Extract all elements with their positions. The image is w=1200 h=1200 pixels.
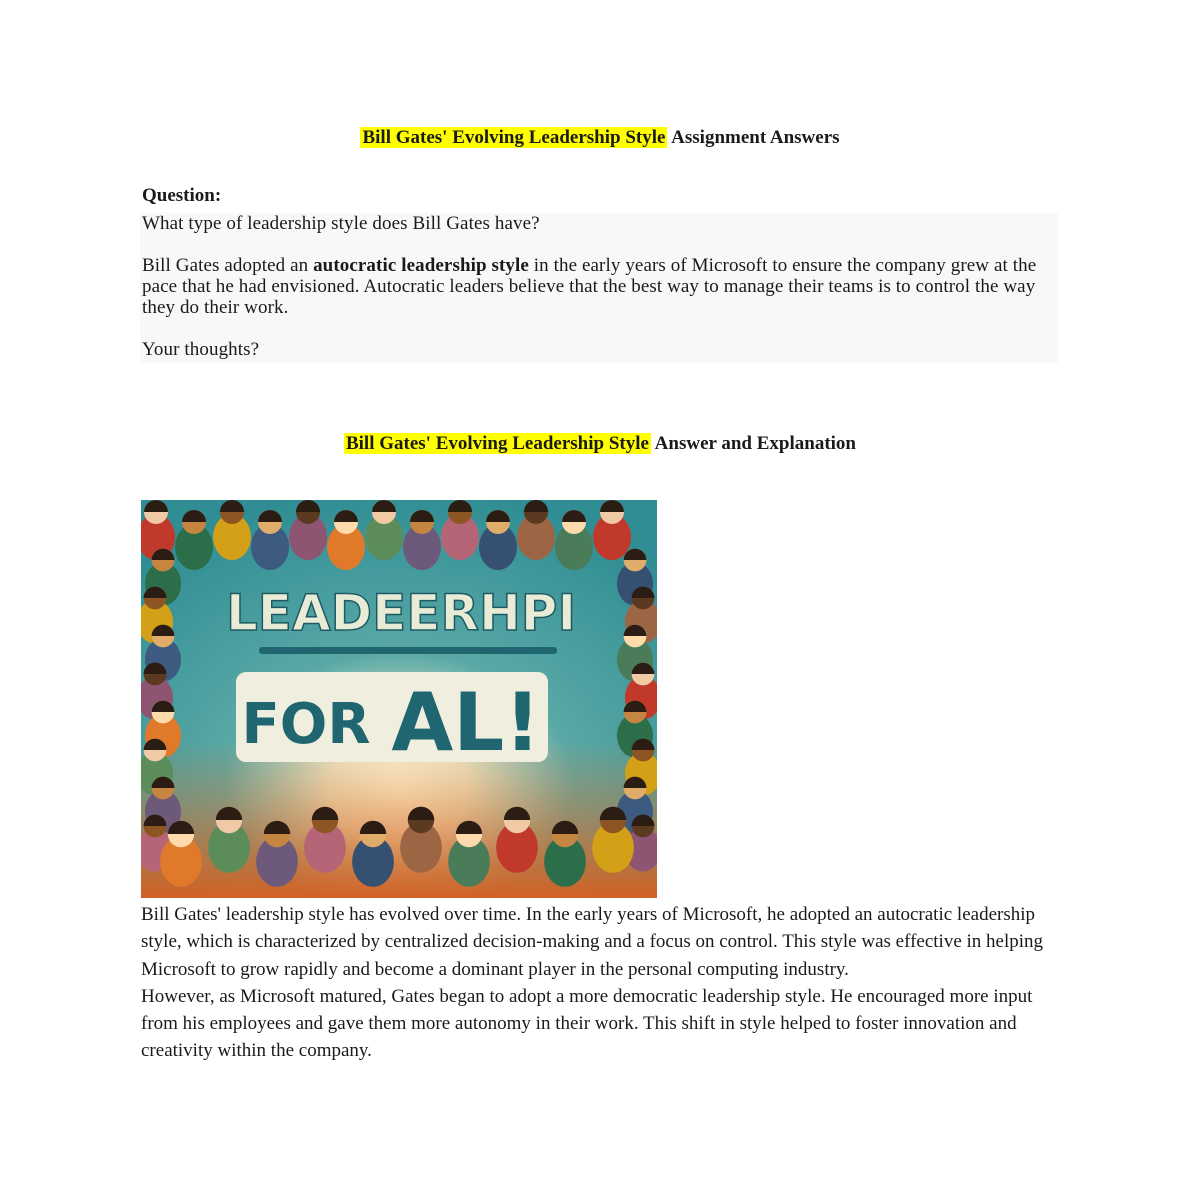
question-text: What type of leadership style does Bill Gates have? (142, 213, 540, 234)
answer-paragraph-2: However, as Microsoft matured, Gates began to adopt a more democratic leadership style. He encouraged more input from his employees and gave them more autonomy in their work. This shift in style helped to foster innovation and creativity within the company. (141, 985, 1033, 1062)
answer-paragraph-1: Bill Gates' leadership style has evolved over time. In the early years of Microsoft, he adopted an autocratic leadership style, which is characterized by centralized decision-making and a focus on control. This style was effective in helping Microsoft to grow rapidly and become a dominant player in the personal computing industry. (141, 904, 1044, 980)
illustration-al: AL! (391, 676, 541, 769)
question-label: Question: (142, 185, 222, 206)
assignment-heading (0, 126, 1200, 150)
para-text-end: in the early years of Microsoft to ensure the company grew at the pace that he had envisioned. Autocratic leaders believe that the best way to manage their teams is to control the way they do their work. (142, 255, 1037, 318)
heading-highlight: Bill Gates' Evolving Leadership Style (345, 433, 649, 454)
question-block (140, 213, 1058, 363)
illustration-svg (141, 500, 657, 898)
leadership-illustration (141, 500, 657, 898)
bold-term: autocratic leadership style (313, 255, 529, 276)
heading-rest: Answer and Explanation (650, 433, 856, 454)
heading-highlight: Bill Gates' Evolving Leadership Style (362, 127, 666, 148)
question-closing: Your thoughts? (142, 339, 260, 360)
divider-bar (259, 647, 557, 654)
illustration-title: LEADEERHPI (225, 584, 577, 642)
illustration-for: FOR (241, 692, 371, 757)
answer-heading (0, 432, 1200, 456)
answer-body (141, 901, 1071, 1065)
question-paragraph (142, 255, 1056, 318)
heading-rest: Assignment Answers (667, 127, 840, 148)
para-text-start: Bill Gates adopted an (142, 255, 314, 276)
